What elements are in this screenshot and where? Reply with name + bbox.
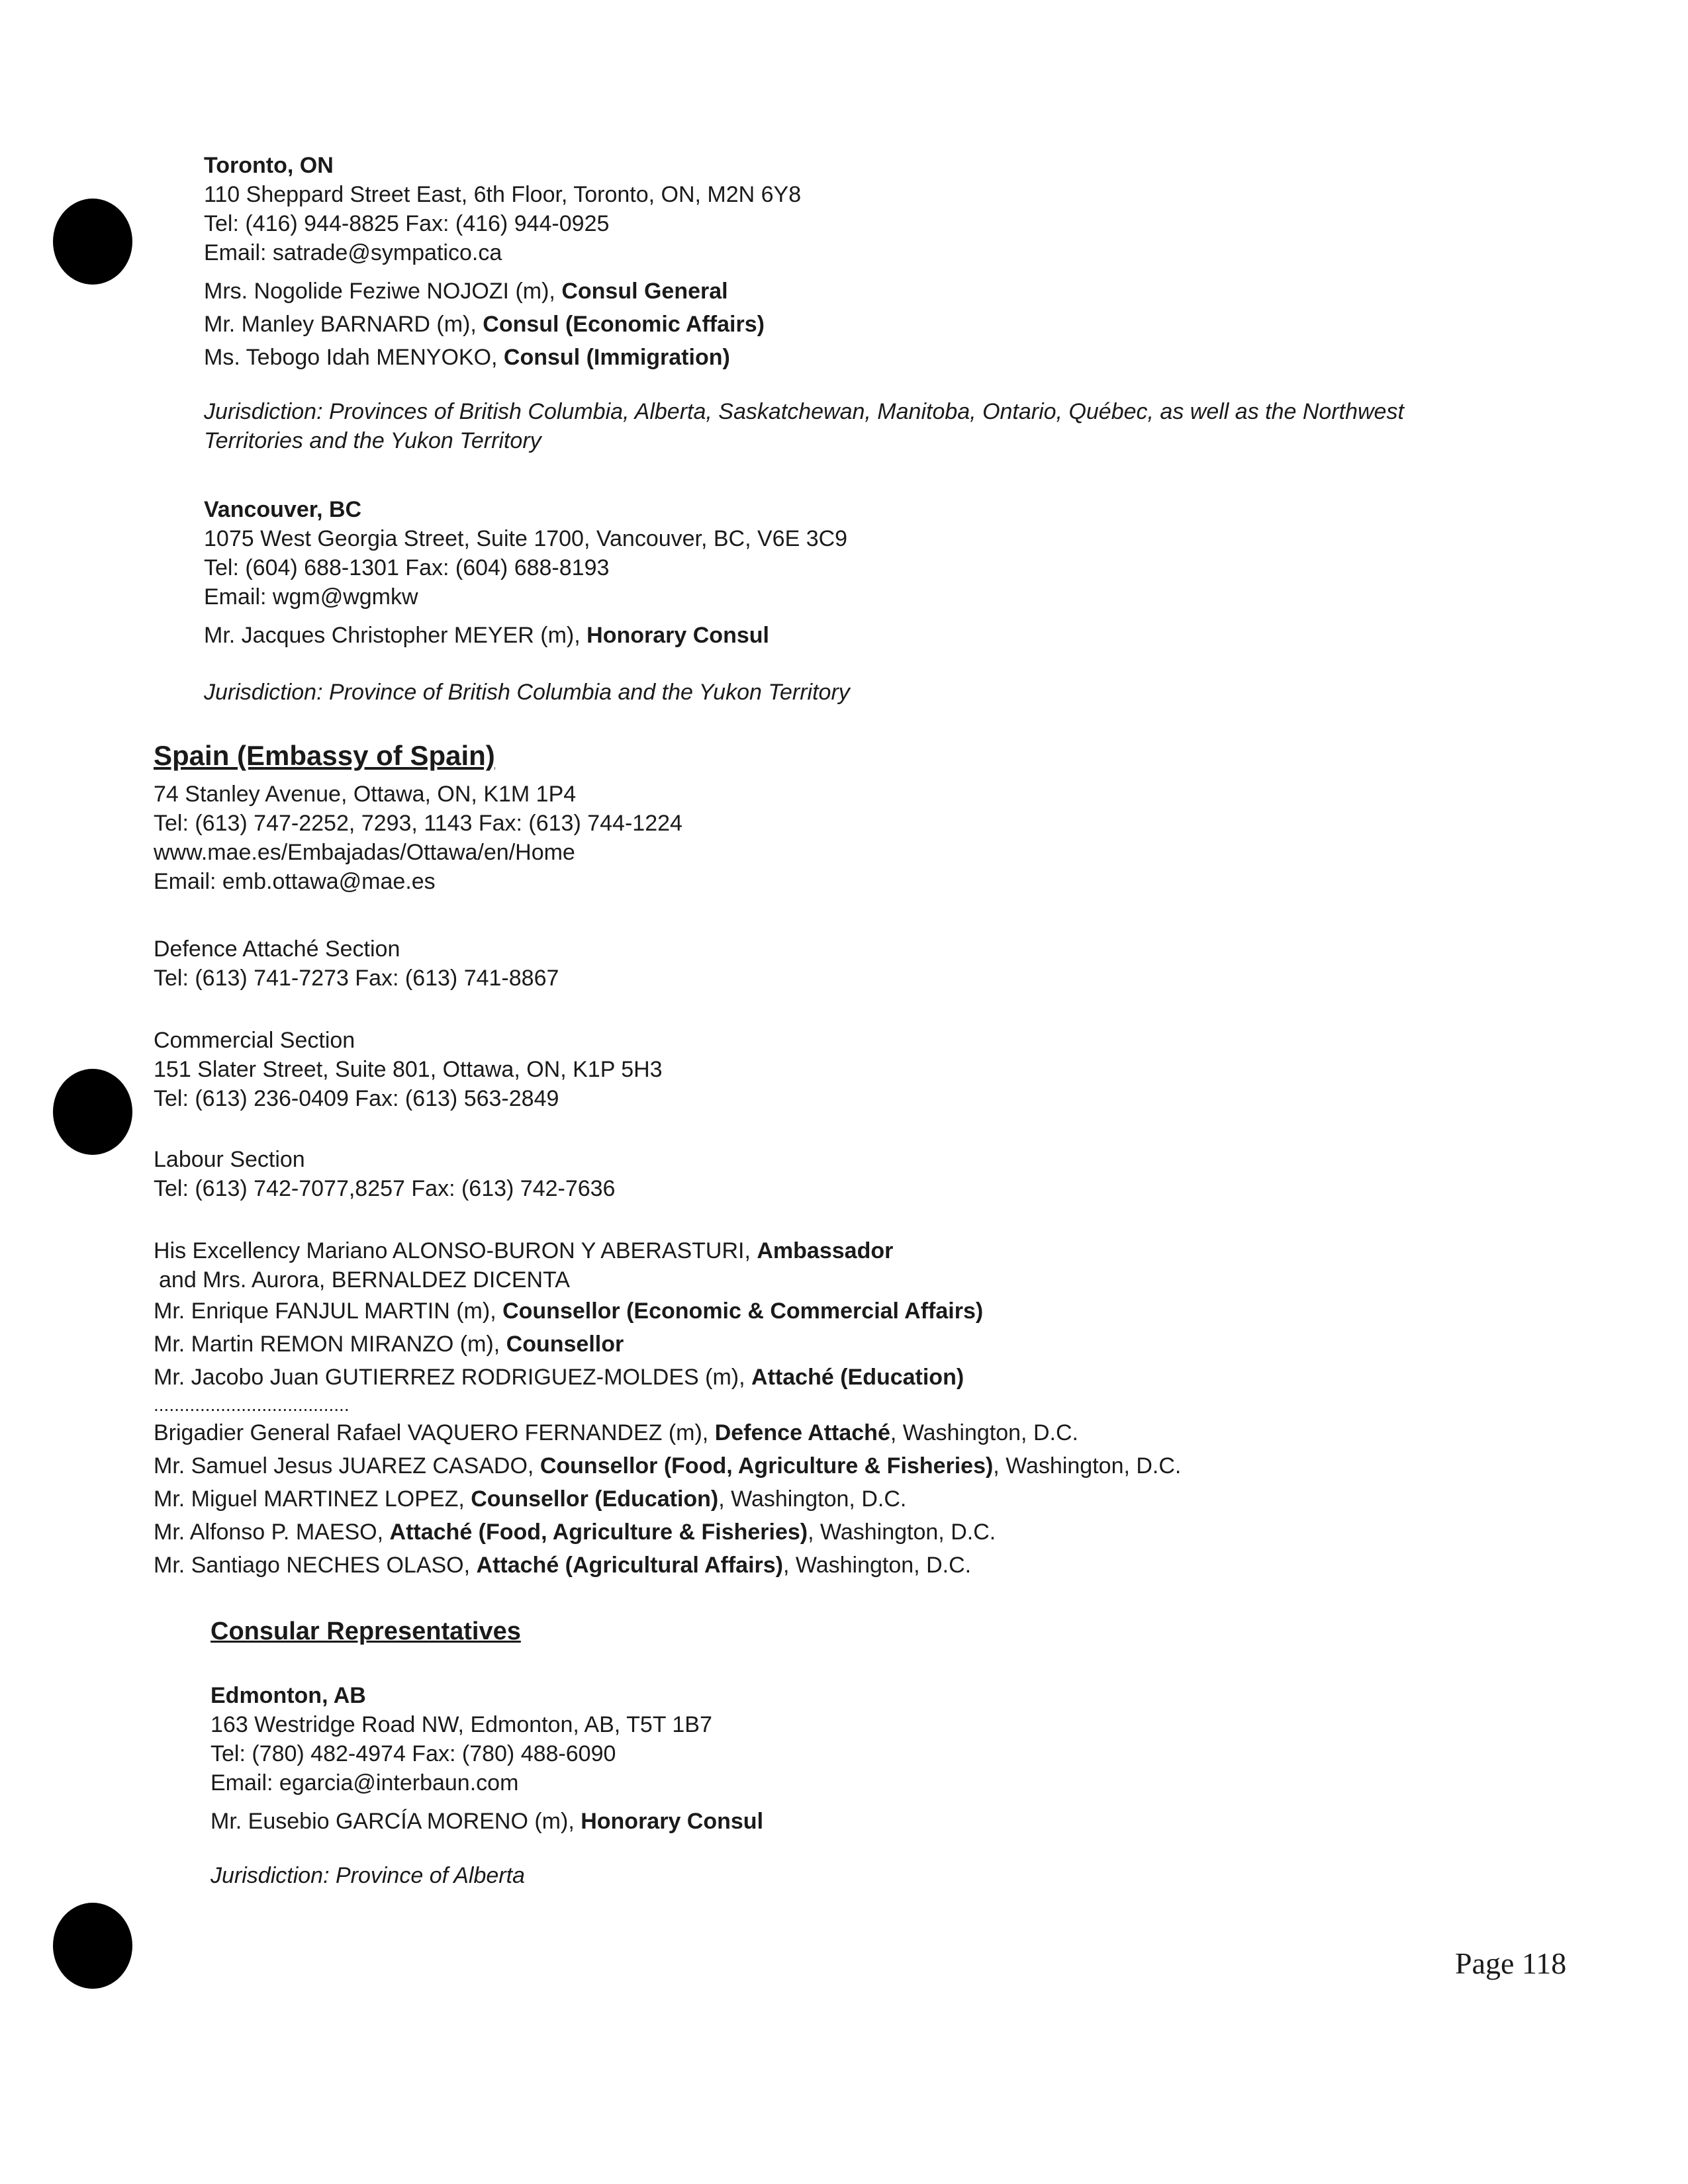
- vancouver-phone: Tel: (604) 688-1301 Fax: (604) 688-8193: [204, 555, 610, 580]
- labour-section-title: Labour Section: [154, 1147, 305, 1172]
- spain-phone: Tel: (613) 747-2252, 7293, 1143 Fax: (613) 744-1224: [154, 811, 682, 836]
- jurisdiction-label: Jurisdiction:: [204, 399, 323, 424]
- spain-email: Email: emb.ottawa@mae.es: [154, 869, 436, 894]
- vancouver-email: Email: wgm@wgmkw: [204, 584, 418, 610]
- edmonton-address: 163 Westridge Road NW, Edmonton, AB, T5T 1B7: [211, 1712, 712, 1737]
- vancouver-jurisdiction: [204, 678, 850, 707]
- staff-title: Consul (Immigration): [503, 345, 730, 370]
- consular-heading: Consular Representatives: [211, 1617, 521, 1645]
- edmonton-phone: Tel: (780) 482-4974 Fax: (780) 488-6090: [211, 1741, 616, 1766]
- spain-embassy-contact: [154, 780, 682, 896]
- staff-name: Mr. Samuel Jesus JUAREZ CASADO,: [154, 1453, 534, 1479]
- staff-location: , Washington, D.C.: [808, 1520, 996, 1545]
- spain-website: www.mae.es/Embajadas/Ottawa/en/Home: [154, 840, 575, 865]
- spain-heading: Spain (Embassy of Spain): [154, 740, 495, 771]
- staff-title: Attaché (Education): [751, 1365, 964, 1390]
- page-number: Page 118: [1455, 1946, 1567, 1980]
- staff-title: Ambassador: [757, 1238, 894, 1263]
- spain-staff-list: [154, 1236, 1181, 1582]
- toronto-city: Toronto, ON: [204, 153, 334, 178]
- spain-labour-section: [154, 1145, 615, 1203]
- washington-staff-1: [154, 1416, 1181, 1449]
- toronto-address: 110 Sheppard Street East, 6th Floor, Toronto, ON, M2N 6Y8: [204, 182, 802, 207]
- toronto-staff-2: [204, 310, 801, 339]
- staff-location: , Washington, D.C.: [718, 1486, 907, 1512]
- staff-name: Mr. Santiago NECHES OLASO,: [154, 1553, 471, 1578]
- punch-hole-bottom: [53, 1903, 132, 1989]
- staff-title: Consul General: [561, 279, 728, 304]
- staff-title: Counsellor (Education): [471, 1486, 719, 1512]
- staff-name: Mr. Jacobo Juan GUTIERREZ RODRIGUEZ-MOLDES (m),: [154, 1365, 745, 1390]
- spain-address: 74 Stanley Avenue, Ottawa, ON, K1M 1P4: [154, 782, 577, 807]
- toronto-jurisdiction-line1: [204, 397, 1404, 426]
- toronto-staff-1: [204, 277, 801, 306]
- defence-section-title: Defence Attaché Section: [154, 936, 400, 962]
- staff-title: Counsellor (Economic & Commercial Affairs): [502, 1298, 984, 1324]
- jurisdiction-text: Province of Alberta: [335, 1863, 525, 1888]
- staff-location: , Washington, D.C.: [993, 1453, 1182, 1479]
- vancouver-staff-1: [204, 621, 847, 650]
- staff-name: Mrs. Nogolide Feziwe NOJOZI (m),: [204, 279, 555, 304]
- staff-name: Brigadier General Rafael VAQUERO FERNANDEZ (m),: [154, 1420, 709, 1445]
- staff-location: , Washington, D.C.: [783, 1553, 972, 1578]
- staff-title: Defence Attaché: [714, 1420, 890, 1445]
- spain-defence-section: [154, 934, 559, 993]
- toronto-staff-3: [204, 343, 801, 372]
- staff-title: Consul (Economic Affairs): [483, 312, 765, 337]
- staff-title: Counsellor (Food, Agriculture & Fisheries): [539, 1453, 994, 1479]
- labour-section-phone: Tel: (613) 742-7077,8257 Fax: (613) 742-7636: [154, 1176, 616, 1201]
- washington-staff-4: [154, 1516, 1181, 1549]
- spain-commercial-section: [154, 1026, 663, 1113]
- staff-name: Mr. Manley BARNARD (m),: [204, 312, 477, 337]
- staff-title: Honorary Consul: [581, 1809, 764, 1834]
- ambassador-line: [154, 1236, 1181, 1265]
- staff-name: Mr. Alfonso P. MAESO,: [154, 1520, 384, 1545]
- staff-name: Mr. Enrique FANJUL MARTIN (m),: [154, 1298, 496, 1324]
- toronto-jurisdiction: [204, 397, 1404, 455]
- staff-name: Mr. Miguel MARTINEZ LOPEZ,: [154, 1486, 465, 1512]
- staff-title: Counsellor: [506, 1332, 624, 1357]
- vancouver-city: Vancouver, BC: [204, 497, 362, 522]
- toronto-email: Email: satrade@sympatico.ca: [204, 240, 502, 265]
- staff-name: Ms. Tebogo Idah MENYOKO,: [204, 345, 498, 370]
- edmonton-staff-1: [211, 1807, 763, 1836]
- spain-staff-3: [154, 1361, 1181, 1394]
- jurisdiction-text: Provinces of British Columbia, Alberta, Saskatchewan, Manitoba, Ontario, Québec, as well as the Northwest: [328, 399, 1404, 424]
- washington-staff-5: [154, 1549, 1181, 1582]
- edmonton-jurisdiction: [211, 1861, 525, 1890]
- staff-title: Honorary Consul: [586, 623, 769, 648]
- edmonton-consulate-block: [211, 1681, 763, 1836]
- staff-title: Attaché (Agricultural Affairs): [476, 1553, 783, 1578]
- separator: ......................................: [154, 1394, 350, 1415]
- jurisdiction-text: Province of British Columbia and the Yukon Territory: [328, 680, 850, 705]
- washington-staff-2: [154, 1449, 1181, 1482]
- vancouver-address: 1075 West Georgia Street, Suite 1700, Vancouver, BC, V6E 3C9: [204, 526, 848, 551]
- jurisdiction-label: Jurisdiction:: [204, 680, 323, 705]
- staff-title: Attaché (Food, Agriculture & Fisheries): [389, 1520, 808, 1545]
- toronto-consulate-block: [204, 151, 801, 372]
- edmonton-city: Edmonton, AB: [211, 1683, 366, 1708]
- toronto-phone: Tel: (416) 944-8825 Fax: (416) 944-0925: [204, 211, 610, 236]
- vancouver-consulate-block: [204, 495, 847, 650]
- staff-name: His Excellency Mariano ALONSO-BURON Y ABERASTURI,: [154, 1238, 751, 1263]
- commercial-section-address: 151 Slater Street, Suite 801, Ottawa, ON, K1P 5H3: [154, 1057, 663, 1082]
- staff-name: Mr. Martin REMON MIRANZO (m),: [154, 1332, 500, 1357]
- staff-name: Mr. Eusebio GARCÍA MORENO (m),: [211, 1809, 575, 1834]
- edmonton-email: Email: egarcia@interbaun.com: [211, 1770, 519, 1796]
- ambassador-spouse: and Mrs. Aurora, BERNALDEZ DICENTA: [159, 1267, 570, 1293]
- defence-section-phone: Tel: (613) 741-7273 Fax: (613) 741-8867: [154, 966, 559, 991]
- commercial-section-phone: Tel: (613) 236-0409 Fax: (613) 563-2849: [154, 1086, 559, 1111]
- spain-staff-2: [154, 1328, 1181, 1361]
- toronto-jurisdiction-line2: Territories and the Yukon Territory: [204, 428, 541, 453]
- staff-location: , Washington, D.C.: [890, 1420, 1078, 1445]
- washington-staff-3: [154, 1482, 1181, 1516]
- spain-staff-1: [154, 1295, 1181, 1328]
- punch-hole-top: [53, 199, 132, 285]
- jurisdiction-label: Jurisdiction:: [211, 1863, 330, 1888]
- staff-name: Mr. Jacques Christopher MEYER (m),: [204, 623, 581, 648]
- commercial-section-title: Commercial Section: [154, 1028, 355, 1053]
- punch-hole-middle: [53, 1069, 132, 1155]
